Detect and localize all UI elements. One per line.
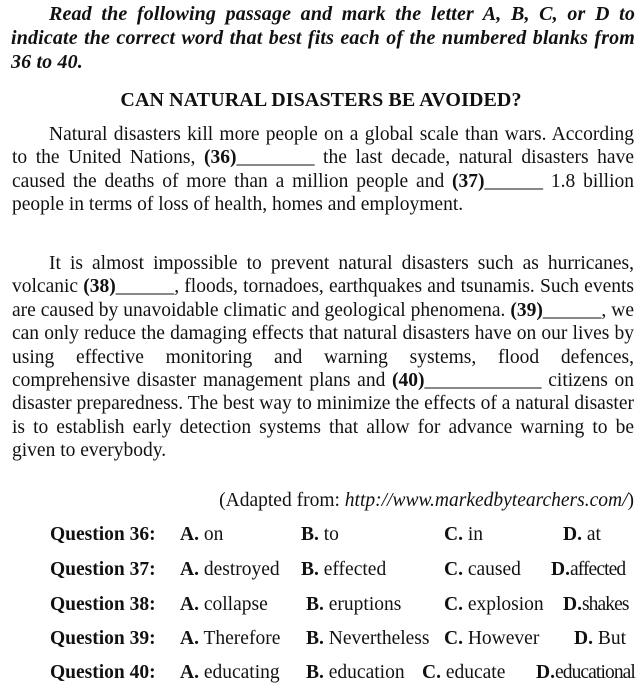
text: citizens on disaster preparedness. The best way to minimize the effects of a natural disaster is to establish early detection systems that allow for advance warning to be given to everybody.	[12, 370, 635, 462]
option-b[interactable]	[306, 590, 401, 620]
option-text: education	[323, 662, 405, 683]
question-label: Question 40:	[50, 662, 156, 683]
option-a[interactable]	[180, 624, 280, 654]
option-d[interactable]	[536, 658, 635, 688]
option-letter: D.	[551, 559, 570, 580]
question-label: Question 36:	[50, 524, 156, 545]
passage-title: CAN NATURAL DISASTERS BE AVOIDED?	[120, 89, 522, 111]
option-text: educating	[198, 662, 280, 683]
option-text: Nevertheless	[323, 628, 430, 649]
option-text: shakes	[581, 594, 629, 615]
option-text: educate	[440, 662, 506, 683]
citation-suffix: )	[627, 490, 634, 511]
option-text: destroyed	[198, 559, 280, 580]
blank-number-37: (37)	[452, 170, 485, 192]
blank-40: ____________	[424, 370, 542, 392]
option-c[interactable]	[444, 624, 539, 654]
option-letter: A.	[180, 524, 199, 545]
blank-number-36: (36)	[203, 147, 237, 169]
option-text: on	[198, 524, 224, 545]
blank-36: ________	[236, 147, 315, 169]
text: , floods, tornadoes, earthquakes and tsunamis. Such events are caused by unavoidable climatic and geological phenomena.	[12, 276, 634, 321]
option-text: effected	[318, 559, 387, 580]
option-d[interactable]	[563, 520, 601, 550]
option-a[interactable]	[180, 520, 223, 550]
option-letter: A.	[180, 662, 199, 683]
blank-number-39: (39)	[510, 299, 543, 321]
option-letter: A.	[180, 594, 199, 615]
option-letter: D.	[574, 628, 593, 649]
option-text: educational	[554, 662, 635, 683]
option-a[interactable]	[180, 590, 268, 620]
option-b[interactable]	[301, 555, 386, 585]
option-letter: B.	[306, 628, 324, 649]
option-a[interactable]	[180, 658, 280, 688]
option-text: at	[581, 524, 601, 545]
paragraph-1	[12, 123, 634, 217]
option-letter: A.	[180, 628, 199, 649]
text: 1.8 billion people in terms of loss of health, homes and employment.	[12, 170, 635, 216]
option-letter: C.	[444, 524, 463, 545]
option-text: explosion	[462, 594, 544, 615]
option-d[interactable]	[574, 624, 626, 654]
source-citation	[219, 489, 634, 513]
citation-url: http://www.markedbytearchers.com/	[344, 490, 628, 511]
option-letter: B.	[301, 524, 319, 545]
option-text: affected	[569, 559, 626, 580]
option-text: eruptions	[323, 594, 402, 615]
option-letter: D.	[536, 662, 555, 683]
option-letter: B.	[306, 594, 324, 615]
option-text: However	[462, 628, 540, 649]
option-c[interactable]	[444, 590, 544, 620]
question-label: Question 39:	[50, 628, 156, 649]
blank-38: ______	[115, 276, 175, 298]
text: the last decade, natural disasters have caused the deaths of more than a million people and	[12, 147, 634, 192]
option-letter: B.	[301, 559, 319, 580]
option-text: Therefore	[198, 628, 281, 649]
option-letter: A.	[180, 559, 199, 580]
blank-37: ______	[484, 170, 544, 192]
option-d[interactable]	[563, 590, 629, 620]
paragraph-2	[12, 252, 634, 463]
option-letter: D.	[563, 524, 582, 545]
text: , we can only reduce the damaging effects that natural disasters have on our lives by using effective monitoring and warning systems, flood defences, comprehensive disaster management plans and	[12, 299, 634, 392]
option-b[interactable]	[301, 520, 339, 550]
option-d[interactable]	[551, 555, 625, 585]
instructions: Read the following passage and mark the letter A, B, C, or D to indicate the correct word that best fits each of the numbered blanks from 36 to 40.	[11, 3, 635, 73]
option-text: But	[592, 628, 627, 649]
option-text: caused	[462, 559, 521, 580]
option-text: in	[462, 524, 484, 545]
option-text: to	[318, 524, 339, 545]
citation-prefix: (Adapted from:	[219, 490, 345, 511]
option-letter: C.	[422, 662, 441, 683]
question-label: Question 37:	[50, 559, 156, 580]
blank-number-40: (40)	[392, 370, 425, 392]
option-letter: C.	[444, 559, 463, 580]
option-c[interactable]	[444, 520, 483, 550]
option-b[interactable]	[306, 624, 429, 654]
option-c[interactable]	[422, 658, 505, 688]
blank-number-38: (38)	[83, 276, 116, 298]
option-letter: B.	[306, 662, 324, 683]
blank-39: ______	[542, 299, 602, 321]
option-a[interactable]	[180, 555, 280, 585]
option-letter: C.	[444, 628, 463, 649]
option-letter: D.	[563, 594, 582, 615]
text: It is almost impossible to prevent natural disasters such as hurricanes, volcanic	[12, 253, 634, 298]
text: Natural disasters kill more people on a global scale than wars. According to the United Nations,	[12, 124, 634, 169]
option-text: collapse	[198, 594, 268, 615]
option-letter: C.	[444, 594, 463, 615]
question-label: Question 38:	[50, 594, 156, 615]
option-b[interactable]	[306, 658, 405, 688]
option-c[interactable]	[444, 555, 521, 585]
